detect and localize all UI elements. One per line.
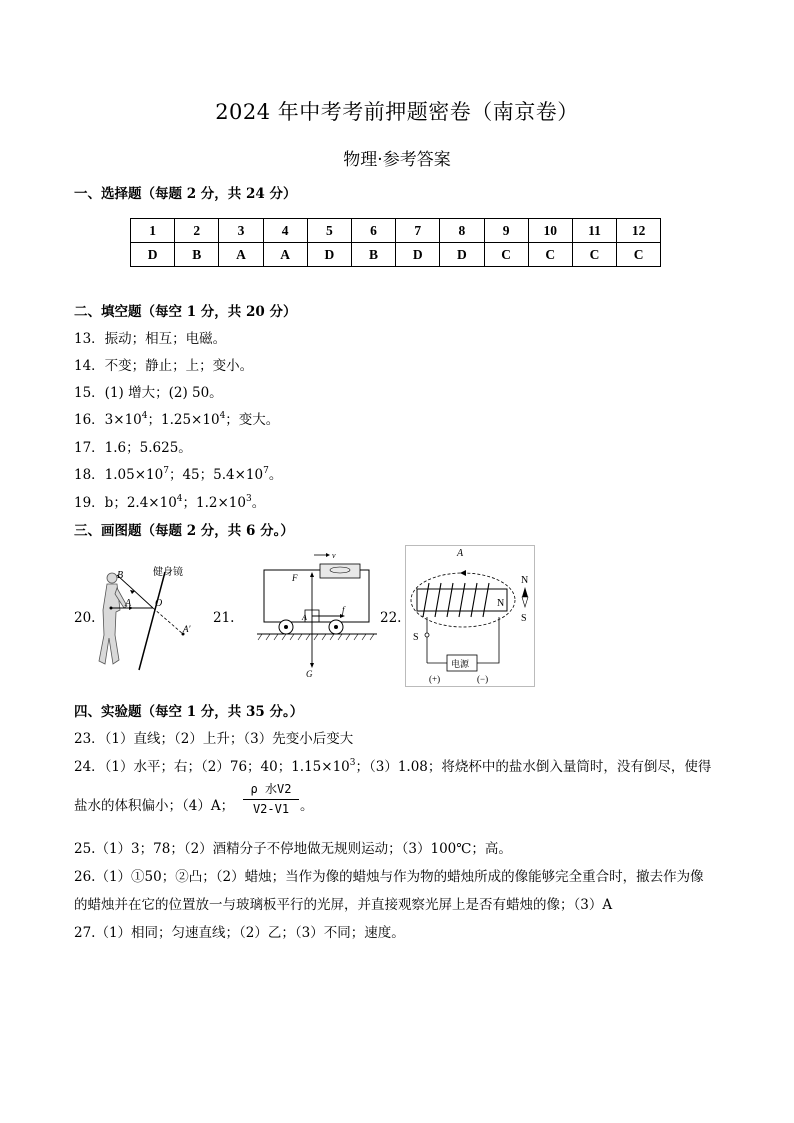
answer-line-24-cont: 盐水的体积偏小；（4）A； [74, 798, 235, 814]
figure-20-number: 20. [74, 610, 96, 626]
table-cell: C [528, 243, 572, 267]
table-cell: D [131, 243, 175, 267]
answer-line-18: 18．$1.05\times 10^7$；45；$5.4\times 10^7$。 [74, 466, 283, 483]
label-A-prime: A′ [183, 624, 191, 634]
label-f: f [342, 605, 345, 615]
table-cell: C [572, 243, 616, 267]
answer-line-25: 25.（1）3；78；（2）酒精分子不停地做无规则运动；（3）100℃；高。 [74, 841, 512, 857]
label-B: B [117, 570, 124, 581]
table-cell: C [484, 243, 528, 267]
table-cell: A [219, 243, 263, 267]
table-cell: 8 [440, 219, 484, 243]
answer-line-23: 23．（1）直线；（2）上升；（3）先变小后变大 [74, 731, 354, 747]
table-cell: B [351, 243, 395, 267]
label-O: O [155, 598, 163, 609]
section-heading-drawing: 三、画图题（每题 2 分，共 6 分。） [74, 523, 294, 539]
table-cell: 10 [528, 219, 572, 243]
answer-line-14: 14．不变；静止；上；变小。 [74, 358, 254, 374]
mirror-line [139, 572, 165, 670]
table-cell: A [263, 243, 307, 267]
table-cell: D [440, 243, 484, 267]
answer-line-15: 15．(1) 增大；(2) 50。 [74, 385, 223, 401]
label-mirror: 健身镜 [153, 567, 183, 578]
answer-line-19: 19．b；$2.4\times 10^4$；$1.2\times 10^3$。 [74, 494, 266, 511]
table-cell: 5 [307, 219, 351, 243]
table-cell: B [175, 243, 219, 267]
label-A: A [457, 548, 464, 559]
answer-table [130, 218, 661, 267]
answer-line-26-cont: 的蜡烛并在它的位置放一与玻璃板平行的光屏，并直接观察光屏上是否有蜡烛的像；（3）A [74, 897, 613, 913]
figure-22-solenoid-diagram [405, 545, 535, 687]
label-switch-S: S [413, 632, 419, 643]
label-N-pole: N [497, 598, 505, 609]
table-cell: 2 [175, 219, 219, 243]
table-cell: 9 [484, 219, 528, 243]
page-subtitle: 物理·参考答案 [343, 150, 451, 170]
label-A: A [125, 598, 132, 609]
label-compass-N: N [521, 575, 529, 586]
person-figure [99, 573, 127, 664]
answer-line-17: 17．1.6；5.625。 [74, 440, 192, 456]
table-cell: 7 [396, 219, 440, 243]
fraction-numerator: ρ 水V2 [243, 780, 299, 800]
table-cell: 12 [617, 219, 661, 243]
answer-line-24: 24．（1）水平；右；（2）76；40；$1.15\times 10^3$；（3）1.08；将烧杯中的盐水倒入量筒时，没有倒尽，使得 [74, 758, 712, 775]
table-cell: 11 [572, 219, 616, 243]
fraction-denominator: V2-V1 [252, 802, 290, 816]
table-cell: D [396, 243, 440, 267]
density-fraction [243, 780, 299, 816]
figure-21-number: 21. [213, 610, 235, 626]
table-row-numbers [131, 219, 661, 243]
label-F: F [292, 573, 298, 583]
figure-22-number: 22. [380, 610, 402, 626]
label-compass-S: S [521, 613, 527, 624]
section-heading-fill: 二、填空题（每空 1 分，共 20 分） [74, 304, 297, 320]
label-v: v [332, 551, 336, 560]
section-heading-experiment: 四、实验题（每空 1 分，共 35 分。） [74, 704, 304, 720]
table-cell: D [307, 243, 351, 267]
table-cell: C [617, 243, 661, 267]
answer-line-26: 26.（1）①50；②凸；（2）蜡烛；当作为像的蜡烛与作为物的蜡烛所成的像能够完全重合时，撤去作为像 [74, 869, 704, 885]
label-power-source: 电源 [451, 660, 470, 670]
answer-line-13: 13．振动；相互；电磁。 [74, 331, 227, 347]
label-A: A [302, 613, 307, 622]
section-heading-choice: 一、选择题（每题 2 分，共 24 分） [74, 186, 297, 202]
fraction-end: 。 [300, 798, 314, 814]
label-G: G [306, 669, 313, 679]
table-cell: 6 [351, 219, 395, 243]
figure-20-mirror-diagram [95, 560, 195, 675]
label-plus: (+) [429, 674, 441, 684]
answer-line-27: 27.（1）相同；匀速直线；（2）乙；（3）不同；速度。 [74, 925, 405, 941]
answer-line-16: 16．$3\times 10^4$；$1.25\times 10^4$；变大。 [74, 411, 280, 428]
figure-21-cart-diagram [252, 550, 382, 680]
table-cell: 1 [131, 219, 175, 243]
page-title: 2024 年中考考前押题密卷（南京卷） [215, 100, 579, 124]
table-row-answers [131, 243, 661, 267]
table-cell: 3 [219, 219, 263, 243]
label-minus: (−) [477, 674, 489, 684]
table-cell: 4 [263, 219, 307, 243]
